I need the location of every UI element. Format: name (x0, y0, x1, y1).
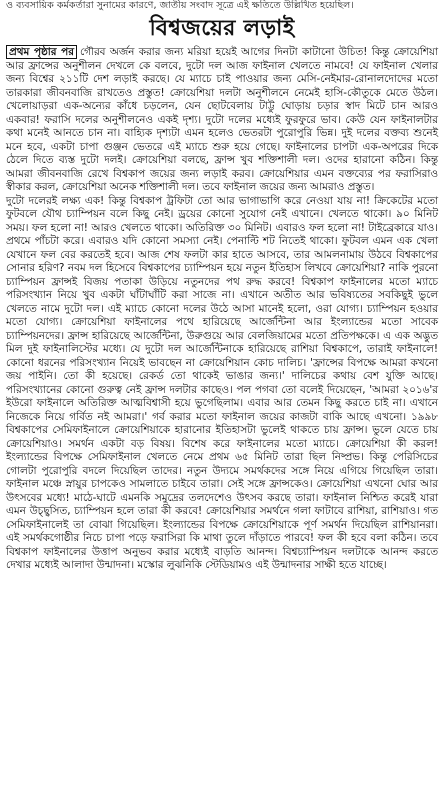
article-paragraph-1 (6, 46, 438, 195)
paragraph-2-text: দুটো দলেরই লক্ষ্য এক! কিন্তু বিশ্বকাপ ট্রফিটা তো আর ভাগাভাগি করে নেওয়া যায় না! ক্রিকেটের মতো ফুটবলে যৌথ চ্যাম্পিয়ন বলে কিছু নেই। ড্রয়ের কোনো সুযোগ নেই এখানে। খেলতে থাকো। ৯০ মিনিট সময়। ফল হলো না! আরও খেলতে থাকো। অতিরিক্ত ৩০ মিনিট। এবারও ফল হলো না! টাইব্রেকারে যাও। প্রথমে পাঁচটা করে। এবারও যদি কোনো সমস্যা নেই। পেনাল্টি শট নিতেই থাকো। ফুটবল এমন এক খেলা যেখানে ফল বের করতেই হবে। আজ শেষ ফলটা কার হাতে আসবে, তার আমলনামায় উঠবে বিশ্বকাপের সোনার হরিণ? নবম দল হিসেবে বিশ্বকাপের চ্যাম্পিয়ন হয়ে নতুন ইতিহাস লিখবে ক্রোয়েশিয়া? নাকি পুরনো চ্যাম্পিয়ন ফ্রান্সই বিজয় পতাকা উড়িয়ে নতুনদের পথ রুদ্ধ করবে! বিশ্বকাপ ফাইনালের মতো ম্যাচে পরিসংখ্যান নিয়ে খুব একটা ঘাঁটাঘাঁটি করা সাজে না। এখানে অতীত আর ভবিষ্যতের সবকিছুই ভুলে খেলতে নামে দুটো দল। এই ম্যাচে কোনো দলের উঠে আসা মানেই হলো, ওরা যোগ্য। চ্যাম্পিয়ন হওয়ার মতো যোগ্য। ক্রোয়েশিয়া ফাইনালের পথে হারিয়েছে আর্জেন্টিনা আর ইংল্যান্ডের মতো সাবেক চ্যাম্পিয়নদের। ফ্রান্স হারিয়েছে আর্জেন্টিনা, উরুগুয়ে আর বেলজিয়ামের মতো প্রতিপক্ষকে। এ এক অদ্ভুত মিল দুই ফাইনালিস্টের মধ্যে। যে দুটো দল আর্জেন্টিনাকে হারিয়েছে রাশিয়া বিশ্বকাপে, তারাই ফাইনালে! কোনো ধরনের পরিসংখ্যান নিয়েই ভাবছেন না ক্রোয়েশিয়ান কোচ দালিচ। 'ফ্রান্সের বিপক্ষে আমরা কখনো জয় পাইনি। তো কী হয়েছে। রেকর্ড তো থাকেই ভাঙার জন্য।' দালিচের কথায় বেশ যুক্তি আছে। পরিসংখ্যানের কোনো গুরুত্ব নেই ফ্রান্স দলটার কাছেও। পল পগবা তো বলেই দিয়েছেন, 'আমরা ২০১৬'র ইউরো ফাইনালে অতিরিক্ত আত্মবিশ্বাসী হয়ে ভুগেছিলাম। এবার আর তেমন কিছু করতে চাই না। এখানে নিজেকে নিয়ে গর্বিত নই আমরা।' গর্ব করার মতো ফাইনাল জয়ের কাজটা বাকি আছে এখনো। ১৯৯৮ বিশ্বকাপের সেমিফাইনালে ক্রোয়েশিয়াকে হারানোর ইতিহাসটা ভুলেই থাকতে চায় ফ্রান্স। ভুলে যেতে চায় ক্রোয়েশিয়াও। সমর্থন একটা বড় বিষয়। বিশেষ করে ফাইনালের মতো ম্যাচে। ক্রোয়েশিয়া কী করল! ইংল্যান্ডের বিপক্ষে সেমিফাইনাল খেলতে নেমে প্রথম ৬৫ মিনিট তারা ছিল নিষ্প্রভ। কিন্তু পেরিসিচের গোলটা পুরোপুরি বদলে দিয়েছিল তাদের। নতুন উদ্যমে সমর্থকদের সঙ্গে নিয়ে এগিয়ে গিয়েছিল তারা। ফাইনাল মঞ্চে স্নায়ুর চাপকেও সামলাতে চাইবে তারা। সেই সঙ্গে ফ্রান্সকেও। ক্রোয়েশিয়া এখনো ঘোর আর উৎসবের মধ্যে! মাঠে-ঘাটে এমনকি সমুদ্রের তলদেশেও উৎসব করছে তারা। ফাইনাল নিশ্চিত করেই যারা এমন উচ্ছ্বসিত, চ্যাম্পিয়ন হলে তারা কী করবে! ক্রোয়েশিয়ার সমর্থনে গলা ফাটাবে রাশিয়া, রাশিয়াও। গত সেমিফাইনালেই তা বোঝা গিয়েছিল। ইংল্যান্ডের বিপক্ষে ক্রোয়েশিয়াকে পূর্ণ সমর্থন দিয়েছিল রাশিয়ানরা। এই সমর্থকগোষ্ঠীর নিচে চাপা পড়ে ফরাসিরা কি মাথা তুলে দাঁড়াতে পারবে! ফল কী হবে বলা কঠিন। তবে বিশ্বকাপ ফাইনালের উত্তাপ অনুভব করার মধ্যেই বাড়তি আনন্দ। বিশ্বচ্যাম্পিয়ন দলটাকে আনন্দ করতে দেখার মধ্যেই আলাদা উন্মাদনা। মস্কোর লুঝনিকি স্টেডিয়ামও এই উন্মাদনার সাক্ষী হতে যাচ্ছে। (6, 194, 438, 571)
continuation-kicker: প্রথম পৃষ্ঠার পর (6, 45, 77, 59)
article-body (6, 46, 438, 573)
article-headline: বিশ্বজয়ের লড়াই (149, 15, 295, 41)
paragraph-1-text: গৌরব অর্জন করার জন্য মরিয়া হয়েই আগের দিনটা কাটানো উচিত! কিন্তু ক্রোয়েশিয়া আর ফ্রান্সের অনুশীলন দেখলে কে বলবে, দুটো দল আজ ফাইনাল খেলতে নামবে! যে ফাইনাল খেলার জন্য বিশ্বের ২১১টি দেশ লড়াই করছে। যে ম্যাচে চাই পাওয়ার জন্য মেসি-নেইমার-রোনালদোদের মতো তারকারা জীবনবাজি রাখতেও প্রস্তুত! ক্রোয়েশিয়া দলটা অনুশীলনে নেমেই হাসি-কৌতুকে মেতে উঠল। খেলোয়াড়রা এক-অন্যের কাঁধে চড়লেন, যেন ছোটবেলায় টাট্টু ঘোড়ায় চড়ার স্বাদ মিটে চান আরও একবার! ফরাসি দলের অনুশীলনেও একই দৃশ্য। দুটো দলের মধ্যেই ফুরফুরে ভাব। কেউ যেন ফাইনালটার কথা মনেই আনতে চান না। বাহ্যিক দৃশ্যটা এমন হলেও ভেতরটা পুরোপুরি ভিন্ন। দুই দলের বক্তব্য শুনেই মনে হবে, একটা চাপা গুঞ্জন ভেতরে এই ম্যাচে শুরু হয়ে গেছে। ফাইনালের চাপটা এক-অপরের দিকে ঠেলে দিতে ব্যস্ত দুটো দলই। ক্রোয়েশিয়া বলছে, ফ্রান্স খুব শক্তিশালী দল। ওদের হারানো কঠিন। কিন্তু আমরা জীবনবাজি রেখে বিশ্বকাপ জয়ের জন্য লড়াই করব। ক্রোয়েশিয়ার এমন বক্তব্যের পর ফরাসিরাও স্বীকার করল, ক্রোয়েশিয়া অনেক শক্তিশালী দল। তবে ফাইনাল জয়ের জন্য আমরাও প্রস্তুত। (6, 46, 438, 193)
article-paragraph-2 (6, 195, 438, 573)
previous-article-fragment: ও ব্যবসায়িক কর্মকর্তারা সুনামের কারণে, জাতীয় সংবাদ সূত্রে এই ক্ষতিতে উল্লিখিত হয়েছিল। (6, 0, 354, 11)
